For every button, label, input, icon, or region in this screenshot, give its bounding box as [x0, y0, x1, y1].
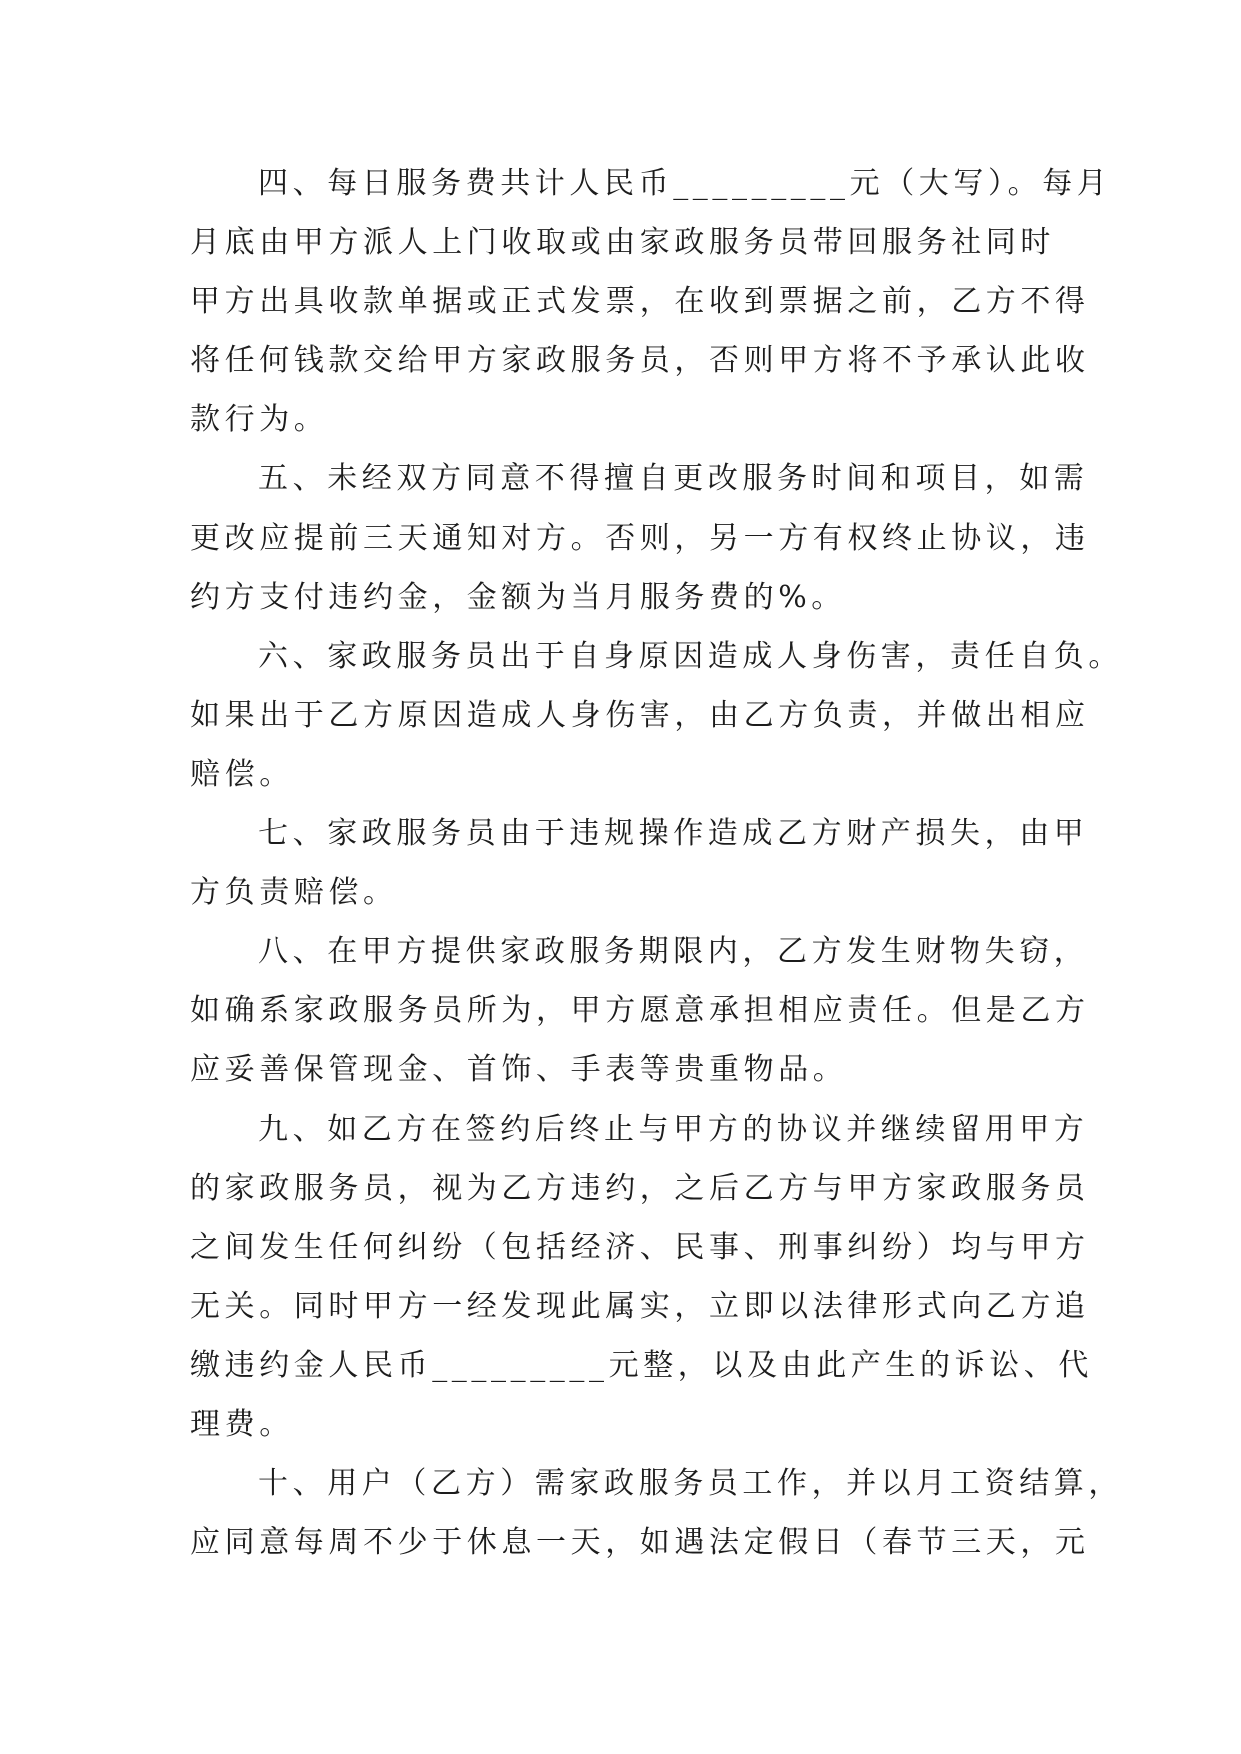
clause-8-line-2: 如确系家政服务员所为，甲方愿意承担相应责任。但是乙方	[190, 993, 1090, 1029]
clause-8-line-1: 八、在甲方提供家政服务期限内，乙方发生财物失窃，	[258, 934, 1089, 970]
clause-9-line-1: 九、如乙方在签约后终止与甲方的协议并继续留用甲方	[258, 1111, 1089, 1147]
clause-7-line-1: 七、家政服务员由于违规操作造成乙方财产损失，由甲	[258, 816, 1089, 852]
clause-8-line-3: 应妥善保管现金、首饰、手表等贵重物品。	[190, 1052, 848, 1088]
clause-7-line-2: 方负责赔偿。	[190, 875, 398, 911]
clause-9-line-2: 的家政服务员，视为乙方违约，之后乙方与甲方家政服务员	[190, 1170, 1090, 1206]
clause-10-line-2: 应同意每周不少于休息一天，如遇法定假日（春节三天，元	[190, 1525, 1090, 1561]
clause-4-line-1: 四、每日服务费共计人民币_________元（大写）。每月	[258, 166, 1112, 201]
clause-6-line-3: 赔偿。	[190, 756, 294, 792]
clause-10-line-1: 十、用户（乙方）需家政服务员工作，并以月工资结算，	[258, 1466, 1123, 1502]
clause-4-line-4: 将任何钱款交给甲方家政服务员，否则甲方将不予承认此收	[190, 343, 1090, 379]
clause-4-line-3: 甲方出具收款单据或正式发票，在收到票据之前，乙方不得	[190, 284, 1090, 320]
clause-9-line-6: 理费。	[190, 1406, 294, 1442]
clause-5-line-3: 约方支付违约金，金额为当月服务费的%。	[190, 579, 846, 615]
clause-9-line-4: 无关。同时甲方一经发现此属实，立即以法律形式向乙方追	[190, 1288, 1090, 1324]
clause-5-line-2: 更改应提前三天通知对方。否则，另一方有权终止协议，违	[190, 520, 1090, 556]
clause-9-line-3: 之间发生任何纠纷（包括经济、民事、刑事纠纷）均与甲方	[190, 1229, 1090, 1265]
clause-9-line-5: 缴违约金人民币_________元整，以及由此产生的诉讼、代	[190, 1347, 1093, 1383]
document-body	[190, 154, 1123, 1572]
clause-5-line-1: 五、未经双方同意不得擅自更改服务时间和项目，如需	[258, 461, 1089, 497]
clause-4-line-5: 款行为。	[190, 402, 329, 438]
clause-6-line-2: 如果出于乙方原因造成人身伤害，由乙方负责，并做出相应	[190, 697, 1090, 733]
clause-4-line-2: 月底由甲方派人上门收取或由家政服务员带回服务社同时	[190, 225, 1055, 261]
clause-6-line-1: 六、家政服务员出于自身原因造成人身伤害，责任自负。	[258, 638, 1123, 674]
